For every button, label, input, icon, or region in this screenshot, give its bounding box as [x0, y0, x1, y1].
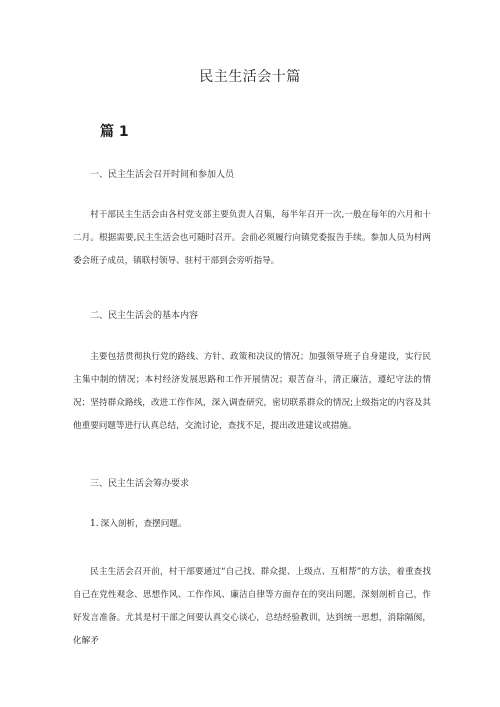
subheading-basic-content: 二、民主生活会的基本内容	[90, 311, 199, 321]
subheading-time-and-participants: 一、民主生活会召开时间和参加人员	[90, 170, 235, 180]
numbered-item-text: 深入剖析，查摆问题。	[100, 519, 187, 529]
paragraph-basic-content	[73, 346, 431, 438]
paragraph-time-and-participants	[73, 204, 431, 273]
numbered-item-number: 1.	[90, 519, 99, 529]
paragraph-text: 村干部民主生活会由各村党支部主要负责人召集，每半年召开一次,一般在每年的六月和十二月。根据需要,民主生活会也可随时召开。会前必须履行向镇党委报告手续。参加人员为村两委会班子成员，镇联村领导、驻村干部到会旁听指导。	[73, 210, 431, 266]
paragraph-text: 主要包括贯彻执行党的路线、方针、政策和决议的情况；加强领导班子自身建设，实行民主集中制的情况；本村经济发展思路和工作开展情况；艰苦奋斗，清正廉洁，遵纪守法的情况；坚持群众路线，改进工作作风，深入调查研究，密切联系群众的情况;上级指定的内容及其他重要问题等进行认真总结，交流讨论，查找不足，提出改进建议或措施。	[73, 352, 431, 431]
document-title: 民主生活会十篇	[199, 69, 301, 85]
section-heading: 篇 1	[100, 124, 129, 140]
numbered-item	[90, 517, 187, 529]
paragraph-text: 民主生活会召开前，村干部要通过“自己找、群众提、上级点、互相帮”的方法，着重查找自己在党性观念、思想作风、工作作风、廉洁自律等方面存在的突出问题，深刻剖析自己，作好发言准备。尤其是村干部之间要认真交心谈心，总结经验教训，达到统一思想，消除隔阂，化解矛	[73, 567, 431, 646]
paragraph-analysis	[73, 561, 431, 653]
subheading-requirements: 三、民主生活会筹办要求	[90, 479, 190, 489]
